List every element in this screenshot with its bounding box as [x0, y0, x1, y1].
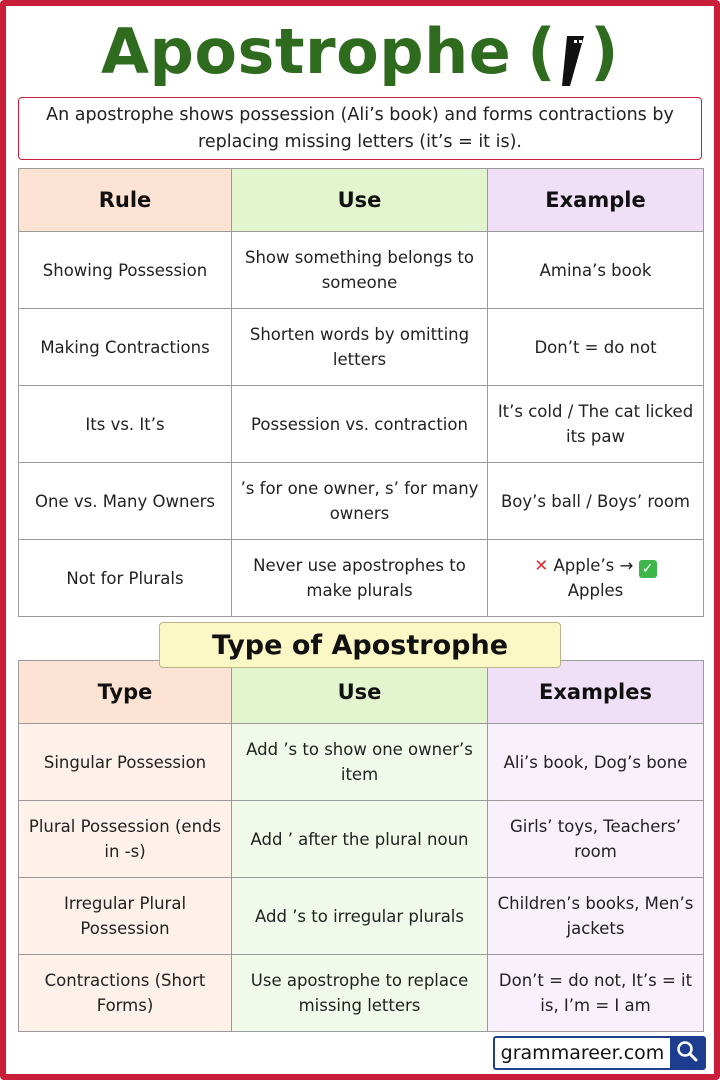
table-row — [19, 232, 704, 309]
type-cell: Contractions (Short Forms) — [19, 955, 232, 1032]
use-cell: Show something belongs to someone — [232, 232, 488, 309]
table-row — [19, 463, 704, 540]
examples-cell: Don’t = do not, It’s = it is, I’m = I am — [488, 955, 704, 1032]
rules-table-header — [19, 169, 704, 232]
table-row — [19, 724, 704, 801]
rule-cell: One vs. Many Owners — [19, 463, 232, 540]
type-cell: Plural Possession (ends in -s) — [19, 801, 232, 878]
table-row — [19, 540, 704, 617]
title-close-paren: ) — [590, 14, 619, 88]
arrow-icon: → — [619, 556, 634, 575]
search-icon — [676, 1040, 698, 1066]
title-word: Apostrophe — [101, 14, 512, 88]
wrong-example: Apple’s — [553, 556, 615, 575]
examples-cell: Children’s books, Men’s jackets — [488, 878, 704, 955]
header-example: Example — [488, 169, 704, 232]
use-cell: Add ’s to irregular plurals — [232, 878, 488, 955]
rule-cell: Making Contractions — [19, 309, 232, 386]
example-cell: Boy’s ball / Boys’ room — [488, 463, 704, 540]
use-cell: Never use apostrophes to make plurals — [232, 540, 488, 617]
header-rule: Rule — [19, 169, 232, 232]
example-cell: Amina’s book — [488, 232, 704, 309]
use-cell: Possession vs. contraction — [232, 386, 488, 463]
use-cell: Add ’ after the plural noun — [232, 801, 488, 878]
intro-text: An apostrophe shows possession (Ali’s book) and forms contractions by replacing missing letters (it’s = it is). — [46, 104, 674, 152]
table-row — [19, 386, 704, 463]
section-title: Type of Apostrophe — [159, 622, 561, 668]
header-use: Use — [232, 661, 488, 724]
rule-cell: Not for Plurals — [19, 540, 232, 617]
header-use: Use — [232, 169, 488, 232]
brand-search-box[interactable] — [493, 1036, 706, 1070]
use-cell: ’s for one owner, s’ for many owners — [232, 463, 488, 540]
check-mark-icon: ✓ — [639, 560, 657, 578]
example-cell: Don’t = do not — [488, 309, 704, 386]
rule-cell: Showing Possession — [19, 232, 232, 309]
types-table-header — [19, 661, 704, 724]
example-cell: It’s cold / The cat licked its paw — [488, 386, 704, 463]
brand-url[interactable]: grammareer.com — [500, 1042, 665, 1064]
search-button[interactable] — [670, 1038, 704, 1068]
table-row — [19, 955, 704, 1032]
use-cell: Add ’s to show one owner’s item — [232, 724, 488, 801]
examples-cell: Ali’s book, Dog’s bone — [488, 724, 704, 801]
rules-table — [18, 168, 704, 617]
table-row — [19, 801, 704, 878]
right-example: Apples — [567, 581, 624, 600]
types-table — [18, 660, 704, 1032]
examples-cell: Girls’ toys, Teachers’ room — [488, 801, 704, 878]
type-cell: Irregular Plural Possession — [19, 878, 232, 955]
cross-mark-icon: ✕ — [534, 556, 549, 575]
title-open-paren: ( — [527, 14, 557, 88]
intro-box — [18, 97, 702, 160]
header-examples: Examples — [488, 661, 704, 724]
rule-cell: Its vs. It’s — [19, 386, 232, 463]
use-cell: Shorten words by omitting letters — [232, 309, 488, 386]
page-title — [0, 8, 720, 94]
table-row — [19, 878, 704, 955]
use-cell: Use apostrophe to replace missing letters — [232, 955, 488, 1032]
header-type: Type — [19, 661, 232, 724]
type-cell: Singular Possession — [19, 724, 232, 801]
table-row — [19, 309, 704, 386]
apostrophe-icon — [562, 28, 584, 78]
example-cell — [488, 540, 704, 617]
